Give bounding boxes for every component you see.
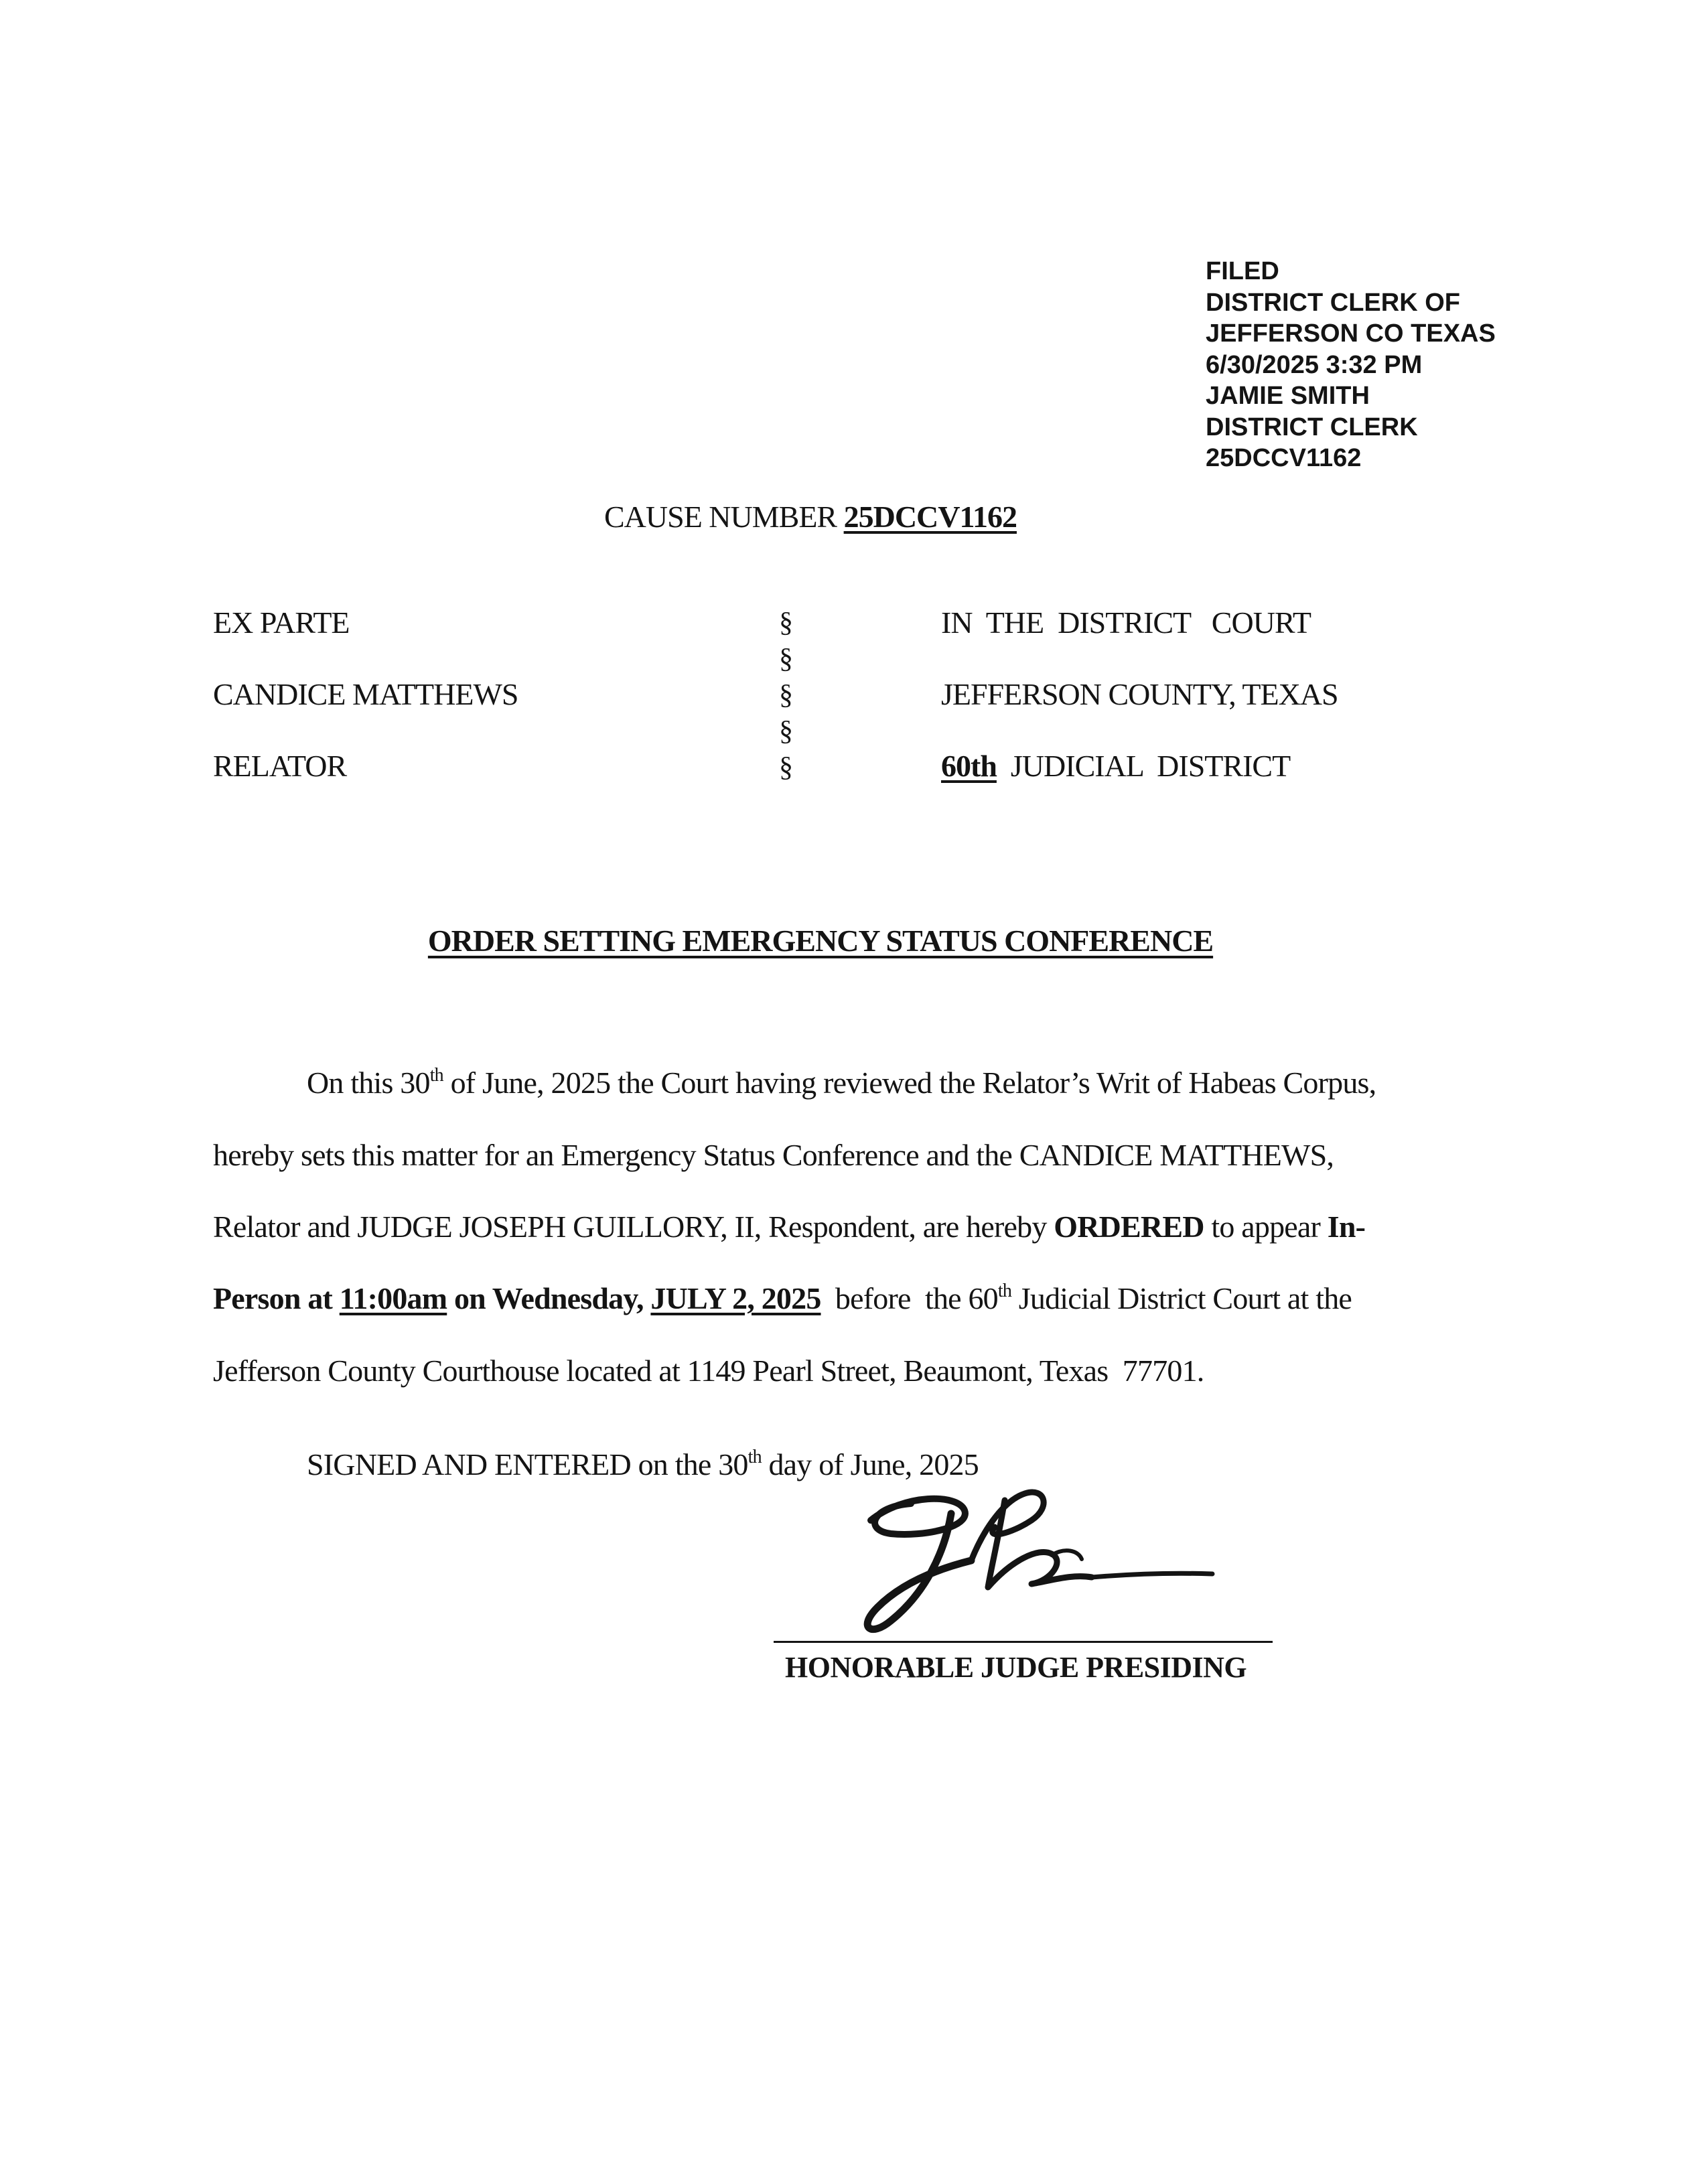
stamp-line: JAMIE SMITH — [1206, 382, 1370, 410]
body-text: day of June, 2025 — [761, 1447, 979, 1481]
signature-line — [774, 1641, 1273, 1643]
body-text: SIGNED AND ENTERED on the 30 — [307, 1447, 748, 1481]
section-symbol: § — [779, 716, 793, 747]
body-text: of June, 2025 the Court having reviewed the Relator’s Writ of Habeas Corpus, — [443, 1066, 1376, 1100]
ordinal-suffix: th — [748, 1447, 762, 1467]
ordinal-suffix: th — [997, 1281, 1012, 1301]
stamp-line: 25DCCV1162 — [1206, 444, 1362, 472]
stamp-line: DISTRICT CLERK — [1206, 413, 1418, 441]
section-symbol: § — [779, 607, 793, 638]
signature-caption: HONORABLE JUDGE PRESIDING — [785, 1651, 1247, 1684]
signed-entered — [307, 1447, 979, 1482]
stamp-line: FILED — [1206, 257, 1279, 285]
judge-signature — [851, 1480, 1226, 1648]
cause-number-value: 25DCCV1162 — [843, 500, 1017, 534]
body-text: to appear — [1204, 1210, 1328, 1244]
caption-relator: RELATOR — [213, 749, 347, 783]
section-symbol: § — [779, 752, 793, 783]
order-title: ORDER SETTING EMERGENCY STATUS CONFERENCE — [427, 924, 1214, 958]
body-text: before the 60 — [821, 1281, 998, 1315]
district-label: JUDICIAL DISTRICT — [996, 749, 1291, 783]
section-symbol: § — [779, 680, 793, 711]
cause-label: CAUSE NUMBER — [604, 500, 844, 534]
body-text: Judicial District Court at the — [1011, 1281, 1352, 1315]
hearing-date: JULY 2, 2025 — [650, 1281, 821, 1315]
caption-ex-parte: EX PARTE — [213, 605, 350, 640]
stamp-line: 6/30/2025 3:32 PM — [1206, 350, 1423, 379]
section-symbol: § — [779, 644, 793, 674]
body-line-4 — [213, 1281, 1352, 1316]
body-line-2: hereby sets this matter for an Emergency Status Conference and the CANDICE MATTHEWS, — [213, 1138, 1334, 1172]
ordered-emphasis: ORDERED — [1054, 1210, 1204, 1244]
stamp-line: DISTRICT CLERK OF — [1206, 288, 1460, 317]
filing-stamp — [1206, 256, 1496, 474]
caption-party-name: CANDICE MATTHEWS — [213, 677, 518, 711]
in-person-emphasis: In- — [1327, 1210, 1366, 1244]
body-line-5: Jefferson County Courthouse located at 1149 Pearl Street, Beaumont, Texas 77701. — [213, 1354, 1204, 1388]
district-number: 60th — [941, 749, 997, 783]
body-line-1 — [307, 1065, 1376, 1100]
body-text: On this 30 — [307, 1066, 430, 1100]
caption-county: JEFFERSON COUNTY, TEXAS — [941, 677, 1338, 711]
ordinal-suffix: th — [429, 1065, 443, 1086]
body-line-3 — [213, 1209, 1365, 1244]
in-person-emphasis: Person at — [213, 1281, 340, 1315]
caption-district — [941, 748, 1290, 784]
cause-number — [604, 499, 1017, 534]
caption-court: IN THE DISTRICT COURT — [941, 605, 1311, 640]
hearing-day: on Wednesday, — [447, 1281, 651, 1315]
hearing-time: 11:00am — [339, 1281, 447, 1315]
body-text: Relator and JUDGE JOSEPH GUILLORY, II, Respondent, are hereby — [213, 1210, 1054, 1244]
stamp-line: JEFFERSON CO TEXAS — [1206, 319, 1496, 348]
